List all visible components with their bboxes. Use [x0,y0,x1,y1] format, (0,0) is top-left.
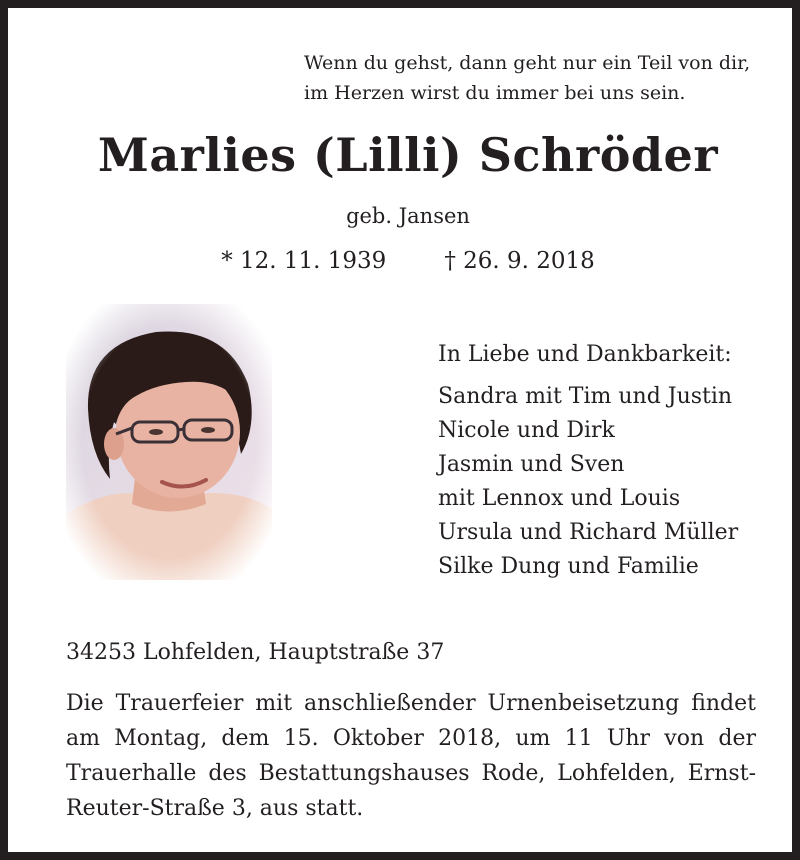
family-member: Silke Dung und Familie [438,554,699,579]
family-member: Jasmin und Sven [438,452,625,477]
family-intro: In Liebe und Dankbarkeit: [438,342,732,367]
family-address: 34253 Lohfelden, Hauptstraße 37 [66,640,445,665]
notice-line: Trauerhalle des Bestattungshauses Rode, Lohfelden, Ernst- [66,761,756,786]
life-dates [8,248,800,274]
family-member: mit Lennox und Louis [438,486,681,511]
notice-line: Reuter-Straße 3, aus statt. [66,796,364,821]
death-date: † 26. 9. 2018 [444,248,595,274]
quote-line: Wenn du gehst, dann geht nur ein Teil von dir, [304,52,751,74]
memorial-quote [304,48,784,108]
maiden-name: geb. Jansen [346,204,470,228]
family-member: Nicole und Dirk [438,418,615,443]
portrait-image [66,304,272,580]
deceased-name: Marlies (Lilli) Schröder [97,128,719,182]
portrait-photo [66,304,272,580]
family-member: Sandra mit Tim und Justin [438,384,733,409]
birth-date: * 12. 11. 1939 [221,248,387,274]
notice-line: am Montag, dem 15. Oktober 2018, um 11 Uhr von der [66,726,756,751]
family-member: Ursula und Richard Müller [438,520,739,545]
family-list [438,338,798,584]
funeral-notice [66,686,756,826]
quote-line: im Herzen wirst du immer bei uns sein. [304,82,686,104]
notice-line: Die Trauerfeier mit anschließender Urnenbeisetzung findet [66,691,756,716]
